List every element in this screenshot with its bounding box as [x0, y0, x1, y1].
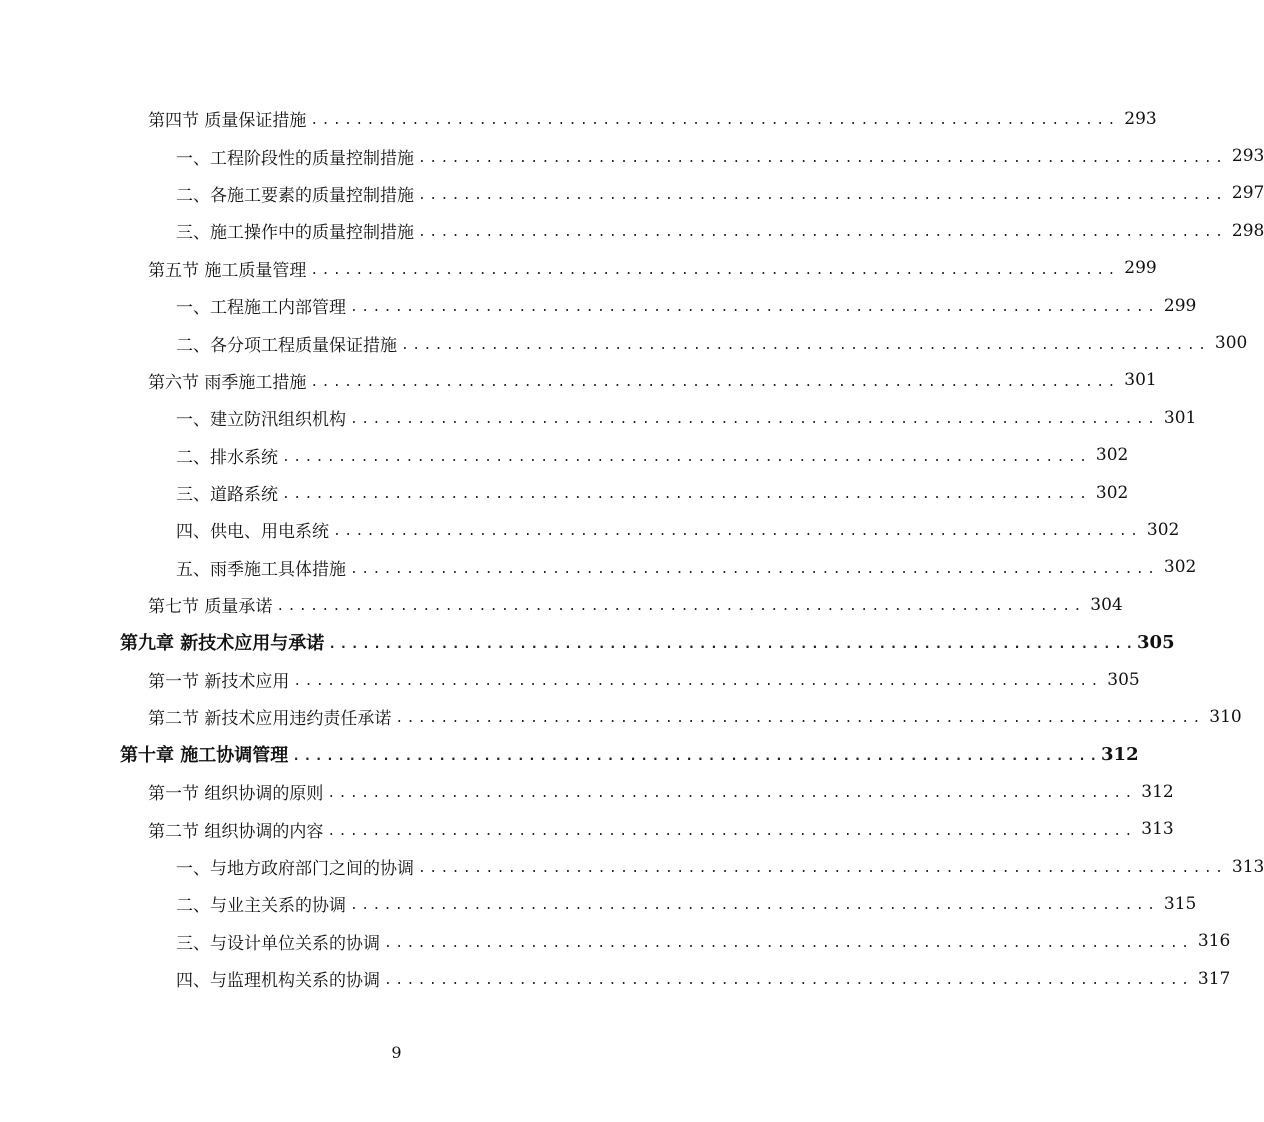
toc-entry-title: 第二节 组织协调的内容	[148, 821, 324, 842]
toc-entry-page: 316	[1197, 931, 1231, 952]
toc-entry-page: 305	[1107, 669, 1140, 690]
toc-entry[interactable]	[0, 212, 1264, 249]
dot-leader: ........................................................................	[350, 412, 1159, 428]
toc-entry[interactable]	[0, 137, 1264, 174]
dot-leader: ........................................................................	[328, 636, 1137, 652]
toc-chapter-entry[interactable]	[0, 736, 1139, 773]
toc-entry[interactable]	[0, 960, 1231, 997]
toc-entry-title: 一、建立防汛组织机构	[176, 410, 346, 431]
dot-leader: ........................................................................	[384, 973, 1193, 989]
dot-leader: ........................................................................	[282, 449, 1091, 465]
toc-entry-page: 304	[1090, 594, 1123, 615]
toc-entry-title: 第二节 新技术应用违约责任承诺	[148, 709, 392, 730]
toc-entry[interactable]	[0, 773, 1174, 810]
dot-leader: ........................................................................	[350, 300, 1159, 316]
toc-entry-title: 二、排水系统	[176, 447, 278, 468]
toc-entry[interactable]	[0, 474, 1129, 511]
toc-entry[interactable]	[0, 511, 1180, 548]
toc-entry-page: 317	[1197, 968, 1231, 989]
toc-entry-page: 302	[1146, 519, 1180, 540]
toc-entry-page: 310	[1209, 706, 1242, 727]
toc-entry-title: 四、与监理机构关系的协调	[176, 971, 380, 992]
dot-leader: ........................................................................	[333, 524, 1142, 540]
toc-entry[interactable]	[0, 250, 1157, 287]
toc-entry[interactable]	[0, 586, 1123, 623]
toc-chapter-entry[interactable]	[0, 623, 1175, 660]
toc-entry-title: 第一节 组织协调的原则	[148, 784, 324, 805]
toc-entry-page: 313	[1231, 856, 1264, 877]
toc-entry-page: 315	[1163, 893, 1197, 914]
toc-entry[interactable]	[0, 175, 1264, 212]
toc-entry-page: 312	[1101, 743, 1139, 765]
toc-entry-page: 299	[1163, 295, 1197, 316]
dot-leader: ........................................................................	[384, 935, 1193, 951]
dot-leader: ........................................................................	[401, 337, 1210, 353]
toc-entry[interactable]	[0, 698, 1242, 735]
toc-entry-title: 三、道路系统	[176, 485, 278, 506]
dot-leader: ........................................................................	[282, 487, 1091, 503]
dot-leader: ........................................................................	[350, 561, 1159, 577]
toc-entry[interactable]	[0, 399, 1197, 436]
toc-entry-title: 二、与业主关系的协调	[176, 896, 346, 917]
dot-leader: ........................................................................	[310, 374, 1119, 390]
toc-entry-title: 一、工程施工内部管理	[176, 298, 346, 319]
toc-entry[interactable]	[0, 437, 1129, 474]
toc-entry-page: 302	[1095, 482, 1129, 503]
toc-entry[interactable]	[0, 661, 1140, 698]
toc-entry[interactable]	[0, 848, 1264, 885]
page-number: 9	[391, 1043, 402, 1062]
toc-entry-page: 312	[1141, 781, 1174, 802]
toc-entry-title: 二、各分项工程质量保证措施	[176, 335, 397, 356]
dot-leader: ........................................................................	[418, 861, 1227, 876]
toc-entry-title: 第五节 施工质量管理	[148, 260, 307, 281]
dot-leader: ........................................................................	[395, 711, 1204, 727]
toc-entry-title: 一、与地方政府部门之间的协调	[176, 859, 414, 879]
toc-entry-page: 293	[1124, 108, 1157, 129]
toc-entry-page: 305	[1137, 631, 1175, 653]
toc-entry-page: 302	[1095, 445, 1129, 466]
toc-entry[interactable]	[0, 362, 1157, 399]
toc-entry[interactable]	[0, 810, 1174, 847]
toc-entry-page: 301	[1163, 407, 1197, 428]
dot-leader: ........................................................................	[327, 823, 1136, 839]
dot-leader: ........................................................................	[310, 113, 1119, 129]
dot-leader: ........................................................................	[293, 674, 1102, 690]
toc-entry-title: 第六节 雨季施工措施	[148, 372, 307, 393]
toc-entry[interactable]	[0, 885, 1197, 922]
toc-entry-title: 第七节 质量承诺	[148, 597, 273, 618]
toc-entry-title: 第九章 新技术应用与承诺	[120, 633, 325, 655]
toc-entry-page: 313	[1141, 819, 1174, 840]
toc-entry-page: 293	[1231, 146, 1264, 167]
toc-entry-title: 二、各施工要素的质量控制措施	[176, 185, 414, 206]
dot-leader: ........................................................................	[418, 187, 1227, 203]
toc-entry[interactable]	[0, 100, 1157, 137]
toc-entry-title: 第一节 新技术应用	[148, 672, 290, 693]
dot-leader: ........................................................................	[310, 262, 1119, 278]
dot-leader: ........................................................................	[418, 150, 1227, 166]
dot-leader: ........................................................................	[350, 898, 1159, 914]
toc-entry-page: 302	[1163, 557, 1197, 578]
table-of-contents	[0, 100, 1264, 997]
toc-entry-page: 298	[1231, 220, 1264, 241]
dot-leader: ........................................................................	[327, 786, 1136, 802]
toc-entry-title: 三、施工操作中的质量控制措施	[176, 223, 414, 244]
toc-entry-page: 297	[1231, 183, 1264, 204]
toc-entry[interactable]	[0, 287, 1197, 324]
toc-entry[interactable]	[0, 549, 1197, 586]
toc-entry[interactable]	[0, 923, 1231, 960]
dot-leader: ........................................................................	[276, 599, 1085, 615]
toc-entry-page: 300	[1214, 333, 1248, 354]
toc-entry-title: 四、供电、用电系统	[176, 522, 329, 543]
toc-entry[interactable]	[0, 324, 1248, 361]
dot-leader: ........................................................................	[292, 748, 1101, 764]
toc-entry-title: 第四节 质量保证措施	[148, 111, 307, 132]
toc-entry-page: 299	[1124, 258, 1157, 279]
toc-entry-title: 五、雨季施工具体措施	[176, 559, 346, 580]
toc-entry-title: 一、工程阶段性的质量控制措施	[176, 148, 414, 169]
toc-entry-title: 第十章 施工协调管理	[120, 745, 289, 767]
dot-leader: ........................................................................	[418, 225, 1227, 241]
toc-entry-page: 301	[1124, 370, 1157, 391]
toc-entry-title: 三、与设计单位关系的协调	[176, 933, 380, 954]
